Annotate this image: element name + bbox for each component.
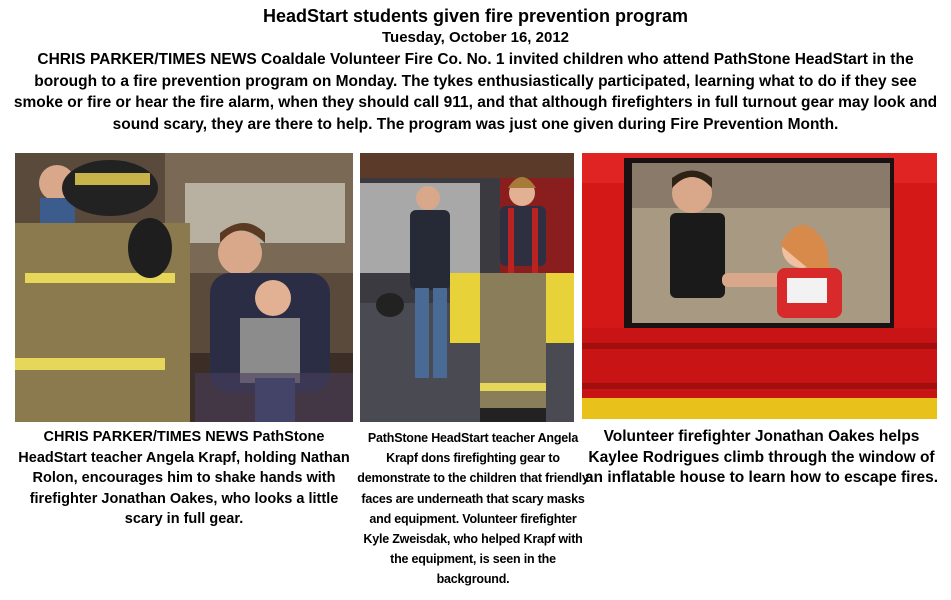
photo-caption: Volunteer firefighter Jonathan Oakes helps Kaylee Rodrigues climb through the window of an inflatable house to learn how to escape fires. xyxy=(584,428,939,486)
photo-caption: CHRIS PARKER/TIMES NEWS PathStone HeadStart teacher Angela Krapf, holding Nathan Rolon, encourages him to shake hands with firefighter Jonathan Oakes, who looks a little scary in full gear. xyxy=(18,429,350,527)
photo-inflatable-house xyxy=(582,153,937,419)
photo-firefighter-handshake xyxy=(15,153,353,422)
article-headline: HeadStart students given fire prevention program xyxy=(262,6,689,26)
article-intro: CHRIS PARKER/TIMES NEWS Coaldale Volunteer Fire Co. No. 1 invited children who attend PathStone HeadStart in the borough to a fire prevention program on Monday. The tykes enthusiastically participated, learning what to do if they see smoke or fire or hear the fire alarm, when they should call 911, and that although firefighters in full turnout gear may look and sound scary, they are there to help. The program was just one given during Fire Prevention Month. xyxy=(13,51,938,133)
photo-caption: PathStone HeadStart teacher Angela Krapf dons firefighting gear to demonstrate to the children that friendly faces are underneath that scary masks and equipment. Volunteer firefighter Kyle Zweisdak, who helped Krapf with the equipment, is seen in the background. xyxy=(357,431,589,587)
photo-teacher-in-gear xyxy=(360,153,574,422)
article-date: Tuesday, October 16, 2012 xyxy=(381,29,570,46)
